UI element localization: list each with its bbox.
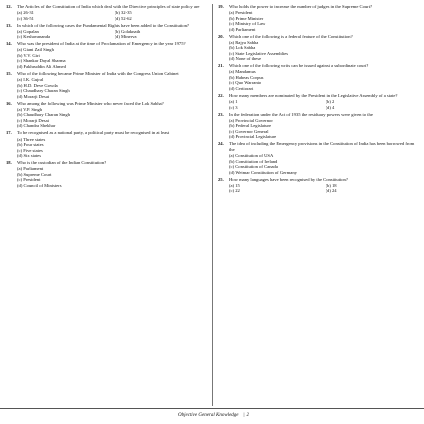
answer-option: (c) 36-51 — [17, 15, 34, 21]
answer-option: (b) Prime Minister — [229, 15, 264, 21]
question-body — [17, 160, 208, 188]
question-text: How many languages have been recognised by the Constitution? — [229, 176, 348, 182]
question-item — [218, 34, 418, 62]
answer-options — [229, 183, 418, 194]
question-number: 24. — [218, 141, 224, 147]
answer-option: (a) President — [229, 10, 253, 16]
answer-options — [17, 137, 208, 159]
answer-option: (b) Habeas Corpus — [229, 74, 264, 80]
answer-option: (c) State Legislative Assemblies — [229, 50, 289, 56]
answer-option: (c) Constitution of Canada — [229, 164, 278, 170]
answer-option: (d) 4 — [325, 104, 335, 110]
answer-options — [17, 29, 208, 40]
answer-options — [17, 10, 208, 21]
answer-option: (b) 2 — [325, 99, 335, 105]
answer-options — [229, 10, 418, 32]
answer-option: (c) Five states — [17, 147, 43, 153]
question-number: 23. — [218, 111, 224, 117]
answer-option: (b) 32-35 — [114, 10, 132, 16]
question-item — [218, 63, 418, 91]
answer-option: (b) Federal Legislature — [229, 123, 272, 129]
question-text: Who holds the power to increase the number of judges in the Supreme Court? — [229, 4, 373, 9]
answer-option: (c) President — [17, 177, 41, 183]
answer-option: (a) Mandamus — [229, 69, 256, 75]
answer-option: (b) Golaknath — [114, 28, 141, 34]
column-divider — [212, 4, 213, 406]
answer-option: (a) 1 — [229, 99, 238, 105]
answer-options — [17, 77, 208, 99]
question-text: To be recognised as a national party, a political party must be recognised in at least — [17, 130, 170, 136]
answer-option: (d) Provincial Legislature — [229, 134, 277, 140]
answer-option: (c) Governor General — [229, 128, 269, 134]
answer-option: (d) Weimar Constitution of Germany — [229, 169, 297, 175]
question-number: 25. — [218, 176, 224, 182]
page-number: 2 — [246, 412, 250, 418]
answer-option: (d) Chandra Shekhar — [17, 123, 56, 129]
answer-option: (d) Parliament — [229, 26, 256, 32]
question-number: 14. — [6, 41, 12, 47]
question-text: The idea of including the Emergency provisions in the Constitution of India has been borrowed from the — [229, 141, 415, 152]
answer-option: (d) 24 — [325, 188, 337, 194]
question-text: Who is the custodian of the Indian Constitution? — [17, 160, 107, 166]
answer-options — [229, 153, 418, 175]
question-body — [229, 4, 418, 32]
question-number: 21. — [218, 63, 224, 69]
question-number: 16. — [6, 100, 12, 106]
question-item — [6, 71, 208, 99]
answer-option: (a) 26-31 — [17, 10, 34, 16]
question-body — [17, 130, 208, 158]
question-body — [17, 101, 208, 129]
answer-option: (c) 3 — [229, 104, 238, 110]
question-body — [17, 23, 208, 40]
answer-options — [229, 69, 418, 91]
answer-option: (b) Lok Sabha — [229, 45, 256, 51]
answer-option: (c) 22 — [229, 188, 240, 194]
question-body — [17, 41, 208, 69]
footer-title: Objective General Knowledge — [177, 412, 239, 418]
question-number: 17. — [6, 130, 12, 136]
answer-options — [229, 118, 418, 140]
right-question-column — [218, 4, 418, 195]
question-body — [229, 63, 418, 91]
question-number: 18. — [6, 160, 12, 166]
question-item — [6, 4, 208, 21]
answer-options — [17, 166, 208, 188]
answer-option: (c) Shankar Dayal Sharma — [17, 58, 66, 64]
answer-option: (d) Fakhruddin Ali Ahmed — [17, 63, 66, 69]
question-text: Which one of the following is a federal feature of the Constitution? — [229, 33, 353, 39]
question-body — [229, 177, 418, 194]
question-body — [229, 112, 418, 140]
question-item — [218, 4, 418, 32]
question-body — [17, 71, 208, 99]
answer-option: (c) Quo Warranto — [229, 80, 262, 86]
question-body — [229, 34, 418, 62]
answer-option: (a) Rajya Sabha — [229, 39, 259, 45]
answer-option: (a) Provincial Governor — [229, 117, 273, 123]
question-item — [6, 41, 208, 69]
answer-option: (d) Council of Ministers — [17, 182, 62, 188]
answer-option: (d) None of these — [229, 56, 262, 62]
answer-option: (b) Supreme Court — [17, 171, 52, 177]
answer-option: (c) Chaudhary Charan Singh — [17, 88, 70, 94]
answer-option: (a) Parliament — [17, 166, 44, 172]
answer-option: (c) Ministry of Law — [229, 21, 266, 27]
answer-options — [229, 40, 418, 62]
question-number: 20. — [218, 33, 224, 39]
question-text: The Articles of the Constitution of India which deal with the Directive principles of state policy are — [17, 4, 200, 9]
answer-option: (d) Morarji Desai — [17, 93, 50, 99]
question-item — [218, 93, 418, 110]
question-text: How many members are nominated by the President in the Legislative Assembly of a state? — [229, 93, 398, 99]
question-body — [229, 141, 418, 175]
question-item — [218, 112, 418, 140]
question-number: 15. — [6, 71, 12, 77]
answer-option: (c) Morarji Desai — [17, 117, 49, 123]
answer-option: (b) Chaudhary Charan Singh — [17, 112, 70, 118]
question-text: Which one of the following writs can be issued against a subordinate court? — [229, 63, 369, 69]
answer-option: (a) Giani Zail Singh — [17, 47, 54, 53]
answer-option: (d) Minerva — [114, 34, 137, 40]
question-text: Who was the president of India at the time of Proclamation of Emergency in the year 1975? — [17, 41, 186, 47]
answer-option: (b) Constitution of Ireland — [229, 158, 278, 164]
question-number: 13. — [6, 22, 12, 28]
question-number: 22. — [218, 93, 224, 99]
question-item — [6, 130, 208, 158]
question-number: 12. — [6, 4, 12, 9]
answer-option: (b) V.V. Giri — [17, 52, 40, 58]
left-question-column — [6, 4, 208, 190]
answer-option: (d) 52-62 — [114, 15, 132, 21]
question-item — [218, 141, 418, 175]
answer-option: (a) Constitution of USA — [229, 153, 274, 159]
answer-option: (d) Certiorari — [229, 85, 254, 91]
question-text: Who among the following was Prime Minister who never faced the Lok Sabha? — [17, 100, 164, 106]
page-footer — [0, 408, 424, 421]
answer-option: (a) I.K. Gujral — [17, 77, 44, 83]
footer-separator: | — [243, 412, 245, 418]
answer-option: (a) 15 — [229, 182, 240, 188]
answer-options — [17, 107, 208, 129]
answer-options — [229, 99, 418, 110]
answer-option: (a) V.P. Singh — [17, 106, 43, 112]
question-body — [17, 4, 208, 21]
question-text: In the federation under the Act of 1935 the residuary powers were given to the — [229, 111, 373, 117]
question-item — [6, 23, 208, 40]
answer-option: (b) Four states — [17, 142, 44, 148]
answer-option: (a) Gopalan — [17, 28, 39, 34]
question-text: In which of the following cases the Fundamental Rights have been added to the Constitution? — [17, 22, 189, 28]
question-item — [218, 177, 418, 194]
question-item — [6, 160, 208, 188]
answer-options — [17, 47, 208, 69]
question-body — [229, 93, 418, 110]
question-number: 19. — [218, 4, 224, 9]
question-text: Who of the following became Prime Minister of India with the Congress Union Cabinet — [17, 71, 179, 77]
answer-option: (b) 18 — [325, 182, 337, 188]
question-item — [6, 101, 208, 129]
answer-option: (d) Six states — [17, 153, 41, 159]
answer-option: (c) Keshavananda — [17, 34, 51, 40]
answer-option: (a) Three states — [17, 136, 46, 142]
answer-option: (b) H.D. Deve Gowda — [17, 82, 58, 88]
